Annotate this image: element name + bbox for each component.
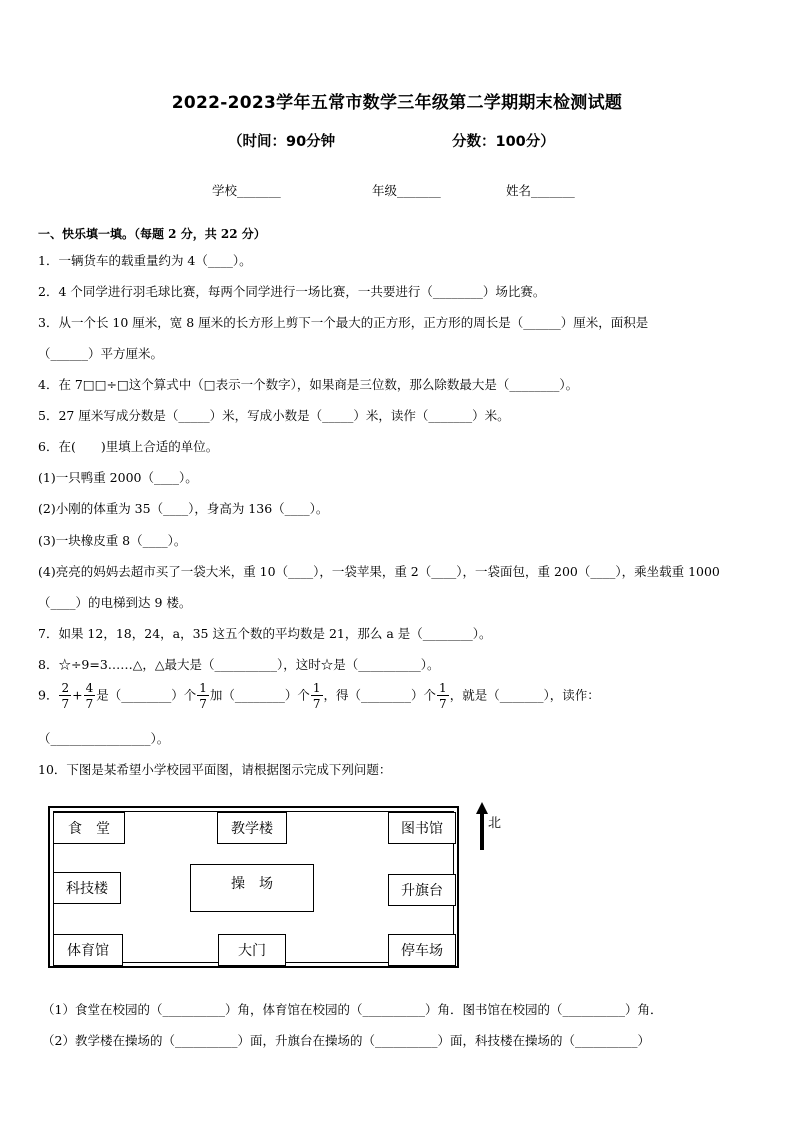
question-3-line-1: 3．从一个长 10 厘米，宽 8 厘米的长方形上剪下一个最大的正方形，正方形的周长是（______）厘米，面积是 bbox=[38, 315, 649, 330]
fraction-numerator: 2 bbox=[61, 681, 70, 695]
question-10-2: （2）教学楼在操场的（__________）面，升旗台在操场的（__________）面，科技楼在操场的（__________） bbox=[42, 1033, 650, 1048]
question-6: 6．在( )里填上合适的单位。 bbox=[38, 439, 219, 454]
north-label: 北 bbox=[488, 816, 502, 831]
question-8: 8．☆÷9=3……△，△最大是（__________），这时☆是（__________）。 bbox=[38, 657, 440, 672]
fraction-numerator: 1 bbox=[199, 681, 207, 695]
question-2: 2．4 个同学进行羽毛球比赛，每两个同学进行一场比赛，一共要进行（________）场比赛。 bbox=[38, 284, 546, 299]
question-6-4-line-1: (4)亮亮的妈妈去超市买了一袋大米，重 10（____），一袋苹果，重 2（____），一袋面包，重 200（____），乘坐载重 1000 bbox=[38, 564, 720, 579]
fraction-denominator: 7 bbox=[199, 697, 207, 711]
q9-text-3: ，得（________）个 bbox=[323, 687, 437, 703]
map-library: 图书馆 bbox=[388, 812, 456, 844]
fraction-denominator: 7 bbox=[61, 697, 70, 711]
map-science-building: 科技楼 bbox=[53, 872, 121, 904]
name-field[interactable]: 姓名_______ bbox=[506, 183, 575, 198]
exam-score: 分数：100分） bbox=[452, 134, 555, 150]
question-10: 10．下图是某希望小学校园平面图，请根据图示完成下列问题： bbox=[38, 762, 392, 777]
plus-sign: + bbox=[72, 687, 83, 703]
exam-time: （时间：90分钟 bbox=[228, 134, 336, 150]
grade-field[interactable]: 年级_______ bbox=[372, 183, 441, 198]
q9-text-2: 加（________）个 bbox=[209, 687, 310, 703]
question-7: 7．如果 12，18，24，a，35 这五个数的平均数是 21，那么 a 是（________）。 bbox=[38, 626, 492, 641]
fraction-one-seventh bbox=[311, 682, 323, 710]
campus-map bbox=[48, 806, 459, 968]
question-6-2: (2)小刚的体重为 35（____），身高为 136（____）。 bbox=[38, 501, 329, 516]
fraction-one-seventh bbox=[437, 682, 449, 710]
section-heading: 一、快乐填一填。（每题 2 分，共 22 分） bbox=[38, 227, 266, 241]
question-6-1: (1)一只鸭重 2000（____）。 bbox=[38, 470, 198, 485]
map-gate: 大门 bbox=[218, 934, 286, 966]
question-9-line-2: （________________）。 bbox=[38, 731, 170, 746]
map-flag-platform: 升旗台 bbox=[388, 874, 456, 906]
question-6-3: (3)一块橡皮重 8（____）。 bbox=[38, 533, 187, 548]
question-3-line-2: （______）平方厘米。 bbox=[38, 346, 164, 361]
map-canteen: 食 堂 bbox=[53, 812, 125, 844]
map-playground: 操 场 bbox=[190, 864, 314, 912]
school-field[interactable]: 学校_______ bbox=[212, 183, 281, 198]
question-9-line-1 bbox=[38, 682, 600, 710]
map-parking-lot: 停车场 bbox=[388, 934, 456, 966]
question-1: 1．一辆货车的载重量约为 4（____）。 bbox=[38, 253, 252, 268]
map-gym: 体育馆 bbox=[53, 934, 123, 966]
fraction-denominator: 7 bbox=[85, 697, 94, 711]
fraction-numerator: 1 bbox=[439, 681, 447, 695]
fraction-denominator: 7 bbox=[312, 697, 321, 711]
q9-text-4: ，就是（_______），读作： bbox=[449, 687, 600, 703]
q9-prefix: 9． bbox=[38, 687, 59, 703]
question-5: 5．27 厘米写成分数是（_____）米，写成小数是（_____）米，读作（_______）米。 bbox=[38, 408, 510, 423]
question-10-1: （1）食堂在校园的（__________）角，体育馆在校园的（__________）角．图书馆在校园的（__________）角． bbox=[42, 1002, 663, 1017]
page-title: 2022-2023学年五常市数学三年级第二学期期末检测试题 bbox=[171, 93, 623, 113]
north-arrow-icon bbox=[476, 802, 488, 850]
fraction-four-sevenths bbox=[84, 682, 96, 710]
question-4: 4．在 7□□÷□这个算式中（□表示一个数字），如果商是三位数，那么除数最大是（________）。 bbox=[38, 377, 579, 392]
fraction-numerator: 1 bbox=[312, 681, 321, 695]
fraction-two-sevenths bbox=[59, 682, 71, 710]
fraction-one-seventh bbox=[197, 682, 209, 710]
question-6-4-line-2: （____）的电梯到达 9 楼。 bbox=[38, 595, 192, 610]
fraction-denominator: 7 bbox=[439, 697, 447, 711]
q9-text-1: 是（________）个 bbox=[96, 687, 197, 703]
map-teaching-building: 教学楼 bbox=[217, 812, 287, 844]
fraction-numerator: 4 bbox=[85, 681, 94, 695]
